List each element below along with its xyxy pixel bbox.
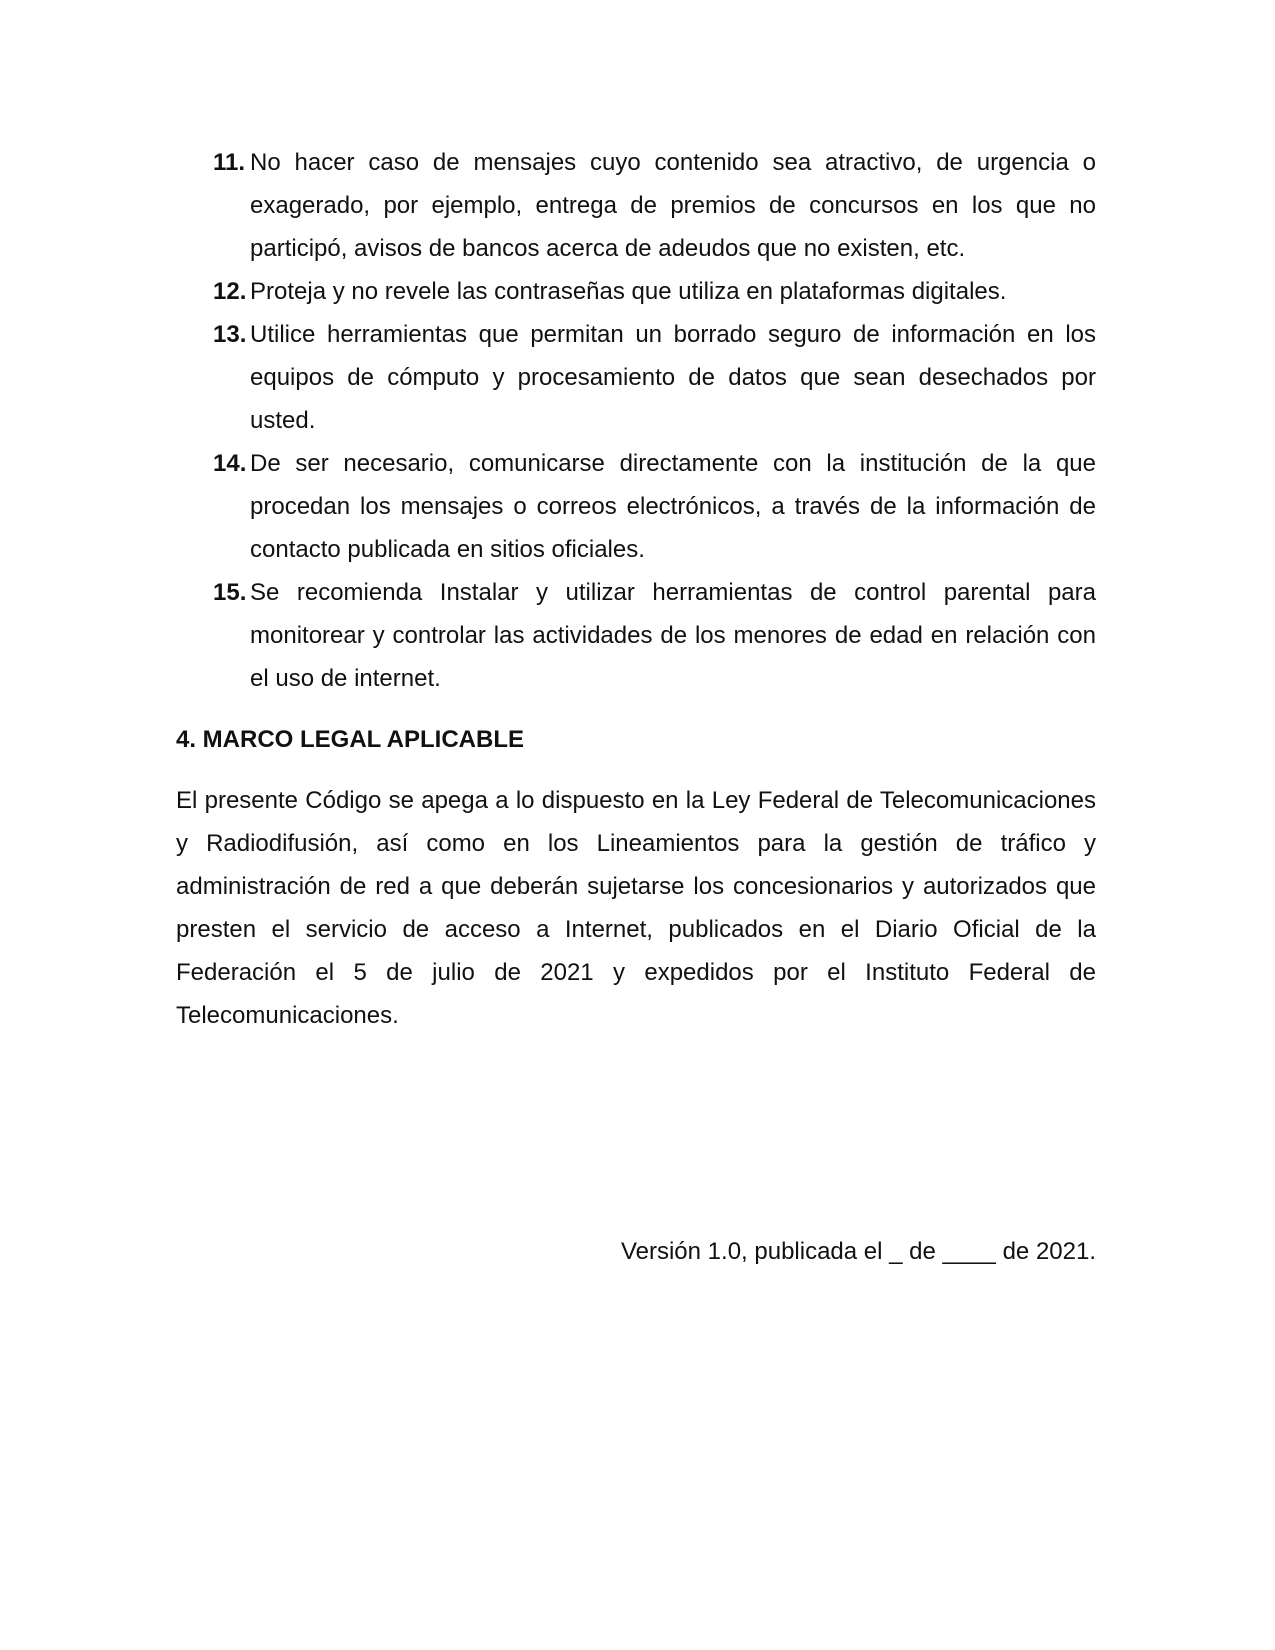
- section-paragraph: El presente Código se apega a lo dispuesto en la Ley Federal de Telecomunicaciones y Radiodifusión, así como en los Lineamientos para la gestión de tráfico y administración de red a que deberán sujetarse los concesionarios y autorizados que presten el servicio de acceso a Internet, publicados en el Diario Oficial de la Federación el 5 de julio de 2021 y expedidos por el Instituto Federal de Telecomunicaciones.: [176, 787, 1096, 1029]
- list-item: [213, 442, 1096, 571]
- list-item-number: 14.: [213, 450, 247, 477]
- list-item-number: 11.: [213, 149, 246, 176]
- list-item: [213, 270, 1096, 313]
- list-item: [213, 141, 1096, 270]
- list-item-text: Proteja y no revele las contraseñas que utiliza en plataformas digitales.: [250, 278, 1007, 305]
- list-item-text: De ser necesario, comunicarse directamente con la institución de la que procedan los mensajes o correos electrónicos, a través de la información de contacto publicada en sitios oficiales.: [250, 450, 1096, 563]
- list-item-number: 12.: [213, 278, 247, 305]
- version-line: Versión 1.0, publicada el _ de ____ de 2021.: [620, 1238, 1096, 1265]
- list-item-number: 13.: [213, 321, 247, 348]
- list-item-number: 15.: [213, 579, 247, 606]
- list-item: [213, 313, 1096, 442]
- list-item: [213, 571, 1096, 700]
- recommendations-list: [213, 141, 1096, 700]
- section-heading: 4. MARCO LEGAL APLICABLE: [176, 726, 525, 753]
- list-item-text: Se recomienda Instalar y utilizar herramientas de control parental para monitorear y controlar las actividades de los menores de edad en relación con el uso de internet.: [250, 579, 1096, 692]
- list-item-text: Utilice herramientas que permitan un borrado seguro de información en los equipos de cómputo y procesamiento de datos que sean desechados por usted.: [250, 321, 1096, 434]
- list-item-text: No hacer caso de mensajes cuyo contenido sea atractivo, de urgencia o exagerado, por ejemplo, entrega de premios de concursos en los que no participó, avisos de bancos acerca de adeudos que no existen, etc.: [250, 149, 1096, 262]
